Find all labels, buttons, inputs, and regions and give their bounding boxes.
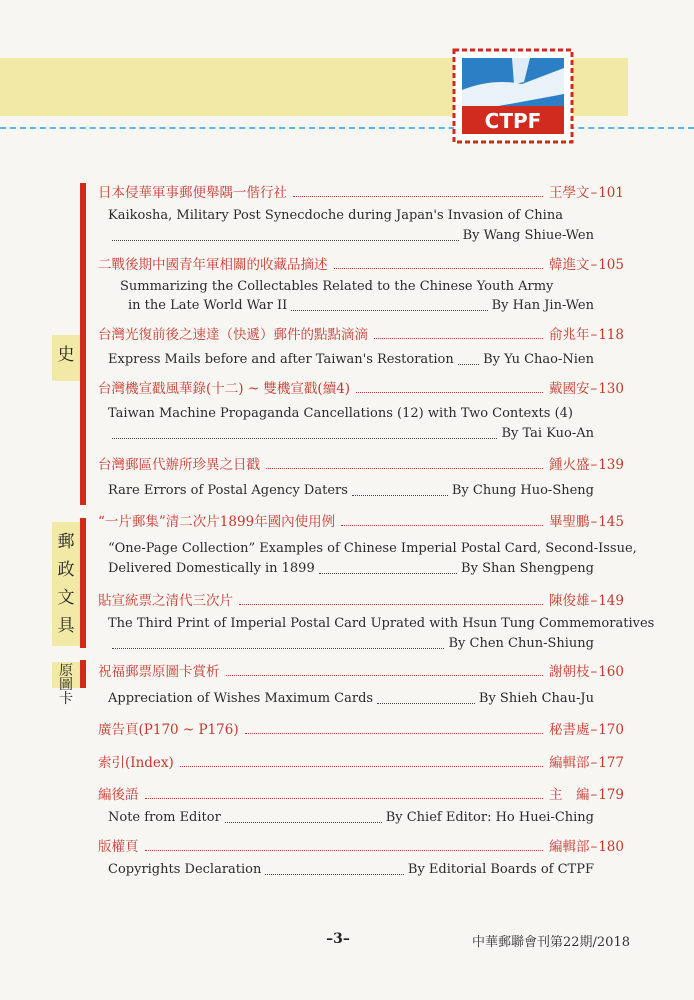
entry-page: 145 — [598, 514, 624, 530]
entry-zh-title: 台灣機宣戳風華錄(十二) ~ 雙機宣戳(續4) — [98, 381, 351, 397]
toc-entry-en — [108, 614, 655, 634]
leader-dots — [239, 604, 543, 605]
entry-zh-title: 索引(Index) — [98, 755, 174, 771]
leader-dots — [291, 310, 487, 311]
entry-zh-author: 主 編 — [548, 787, 590, 803]
leader-dots — [319, 573, 457, 574]
entry-page: 177 — [598, 755, 624, 771]
toc-entry-title[interactable]: 索引(Index) 編輯部 – 177 — [98, 755, 624, 771]
section-char: 文 — [57, 588, 75, 608]
entry-en-title: Appreciation of Wishes Maximum Cards — [108, 691, 374, 706]
entry-page: 170 — [598, 722, 624, 738]
leader-dots — [225, 822, 382, 823]
journal-issue: 中華郵聯會刊第22期/2018 — [471, 935, 630, 950]
section-char: 具 — [57, 616, 75, 636]
toc-entry-title[interactable]: 版權頁 編輯部 – 180 — [98, 839, 624, 855]
section-char: 政 — [57, 560, 75, 580]
section-label-maxcard — [52, 662, 80, 707]
section-bar-postal — [80, 518, 86, 648]
entry-en-title: Copyrights Declaration — [108, 862, 262, 877]
entry-zh-title: 台灣光復前後之速達（快遞）郵件的點點滴滴 — [98, 327, 368, 343]
page-number: –3– — [326, 931, 350, 947]
leader-dots — [377, 703, 475, 704]
entry-page: 118 — [598, 327, 624, 343]
toc-entry-en — [108, 634, 594, 654]
toc-entry-en — [108, 481, 594, 501]
entry-zh-title: “一片郵集”清二次片1899年國內使用例 — [98, 514, 336, 530]
entry-en-author: By Shan Shengpeng — [461, 561, 594, 576]
toc-entry-en — [108, 539, 637, 559]
toc-entry-title[interactable]: “一片郵集”清二次片1899年國內使用例 畢聖鵬 – 145 — [98, 514, 624, 530]
leader-dots — [374, 338, 543, 339]
toc-entry-title[interactable]: 日本侵華軍事郵便舉隅一偕行社 王學文 – 101 — [98, 185, 624, 201]
entry-zh-author: 陳俊雄 — [548, 593, 590, 609]
toc-entry-en — [108, 424, 594, 444]
toc-entry-en — [120, 277, 594, 297]
entry-page: 179 — [598, 787, 624, 803]
toc-entry-en — [108, 808, 594, 828]
entry-zh-author: 編輯部 — [548, 755, 590, 771]
entry-en-title: in the Late World War II — [128, 298, 288, 313]
entry-en-title: The Third Print of Imperial Postal Card Uprated with Hsun Tung Commemoratives — [108, 616, 655, 631]
entry-zh-title: 編後語 — [98, 787, 139, 803]
toc-entry-en — [108, 689, 594, 709]
entry-zh-title: 祝福郵票原圖卡賞析 — [98, 664, 220, 680]
entry-page: 160 — [598, 664, 624, 680]
entry-zh-author: 謝朝枝 — [548, 664, 590, 680]
section-char: 史 — [57, 345, 75, 365]
leader-dots — [334, 268, 543, 269]
leader-dots — [341, 525, 543, 526]
entry-page: 130 — [598, 381, 624, 397]
entry-zh-title: 版權頁 — [98, 839, 139, 855]
section-label-history — [52, 335, 80, 381]
toc-entry-en — [128, 296, 594, 316]
toc-entry-en — [108, 559, 594, 579]
entry-en-author: By Han Jin-Wen — [491, 298, 594, 313]
toc-entry-en — [108, 206, 594, 226]
entry-zh-author: 韓進文 — [548, 257, 590, 273]
logo-text: CTPF — [484, 109, 542, 133]
entry-en-title: Note from Editor — [108, 810, 221, 825]
entry-en-author: By Chung Huo-Sheng — [451, 483, 594, 498]
leader-dots — [112, 438, 497, 439]
entry-en-title: Rare Errors of Postal Agency Daters — [108, 483, 348, 498]
toc-entry-en — [108, 404, 594, 424]
entry-page: 101 — [598, 185, 624, 201]
section-label-postal — [52, 522, 80, 646]
leader-dots — [112, 240, 459, 241]
toc-entry-title[interactable]: 台灣機宣戳風華錄(十二) ~ 雙機宣戳(續4) 戴國安 – 130 — [98, 381, 624, 397]
entry-en-title: Kaikosha, Military Post Synecdoche during Japan's Invasion of China — [108, 208, 563, 223]
entry-zh-title: 日本侵華軍事郵便舉隅一偕行社 — [98, 185, 287, 201]
ctpf-logo — [452, 48, 574, 144]
leader-dots — [293, 196, 543, 197]
entry-en-title: “One-Page Collection” Examples of Chinese Imperial Postal Card, Second-Issue, — [108, 541, 637, 556]
entry-zh-title: 廣告頁(P170 ~ P176) — [98, 722, 239, 738]
leader-dots — [458, 364, 479, 365]
entry-zh-author: 鍾火盛 — [548, 457, 590, 473]
entry-zh-author: 王學文 — [548, 185, 590, 201]
entry-zh-author: 俞兆年 — [548, 327, 590, 343]
section-bar-history — [80, 183, 86, 505]
leader-dots — [145, 850, 543, 851]
toc-entry-title[interactable]: 編後語 主 編 – 179 — [98, 787, 624, 803]
entry-en-author: By Shieh Chau-Ju — [478, 691, 594, 706]
toc-entry-title[interactable]: 廣告頁(P170 ~ P176) 秘書處 – 170 — [98, 722, 624, 738]
leader-dots — [245, 733, 543, 734]
section-char: 圖 — [59, 677, 73, 693]
entry-page: 105 — [598, 257, 624, 273]
entry-en-title: Taiwan Machine Propaganda Cancellations (12) with Two Contexts (4) — [108, 406, 573, 421]
entry-en-title: Delivered Domestically in 1899 — [108, 561, 315, 576]
toc-entry-title[interactable]: 台灣郵區代辦所珍異之日戳 鍾火盛 – 139 — [98, 457, 624, 473]
section-char: 郵 — [57, 532, 75, 552]
toc-entry-title[interactable]: 二戰後期中國青年軍相關的收藏品摘述 韓進文 – 105 — [98, 257, 624, 273]
entry-en-author: By Chen Chun-Shiung — [448, 636, 594, 651]
entry-en-title: Express Mails before and after Taiwan's Restoration — [108, 352, 454, 367]
toc-entry-en — [108, 226, 594, 246]
leader-dots — [226, 675, 543, 676]
toc-entry-title[interactable]: 台灣光復前後之速達（快遞）郵件的點點滴滴 俞兆年 – 118 — [98, 327, 624, 343]
leader-dots — [356, 392, 543, 393]
toc-entry-title[interactable]: 貼宣統票之清代三次片 陳俊雄 – 149 — [98, 593, 624, 609]
entry-en-author: By Yu Chao-Nien — [483, 352, 594, 367]
entry-zh-author: 秘書處 — [548, 722, 590, 738]
toc-entry-en — [108, 860, 594, 880]
entry-zh-title: 台灣郵區代辦所珍異之日戳 — [98, 457, 260, 473]
section-char: 原 — [59, 663, 73, 679]
leader-dots — [265, 874, 404, 875]
toc-entry-en — [108, 350, 594, 370]
entry-zh-author: 編輯部 — [548, 839, 590, 855]
section-char: 卡 — [59, 691, 73, 707]
entry-zh-title: 二戰後期中國青年軍相關的收藏品摘述 — [98, 257, 328, 273]
header-dashed-line — [0, 127, 694, 129]
entry-zh-author: 戴國安 — [548, 381, 590, 397]
entry-en-author: By Tai Kuo-An — [501, 426, 594, 441]
entry-zh-title: 貼宣統票之清代三次片 — [98, 593, 233, 609]
entry-page: 180 — [598, 839, 624, 855]
entry-en-author: By Chief Editor: Ho Huei-Ching — [385, 810, 594, 825]
entry-page: 139 — [598, 457, 624, 473]
entry-en-author: By Editorial Boards of CTPF — [407, 862, 594, 877]
entry-zh-author: 畢聖鵬 — [548, 514, 590, 530]
leader-dots — [112, 648, 444, 649]
entry-page: 149 — [598, 593, 624, 609]
entry-en-author: By Wang Shiue-Wen — [462, 228, 594, 243]
leader-dots — [145, 798, 543, 799]
leader-dots — [180, 766, 543, 767]
leader-dots — [352, 495, 448, 496]
section-bar-maxcard — [80, 660, 86, 688]
toc-entry-title[interactable]: 祝福郵票原圖卡賞析 謝朝枝 – 160 — [98, 664, 624, 680]
leader-dots — [266, 468, 543, 469]
entry-en-title: Summarizing the Collectables Related to the Chinese Youth Army — [120, 279, 554, 294]
